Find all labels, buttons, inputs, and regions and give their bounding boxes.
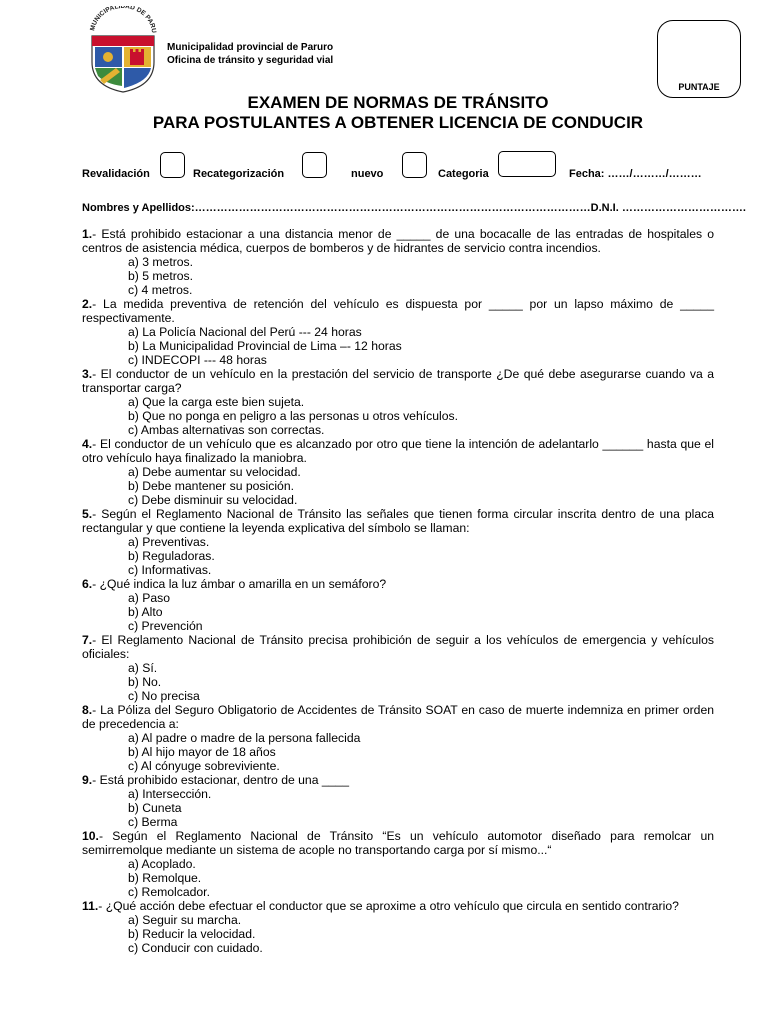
option-list [82, 913, 714, 955]
nuevo-label: nuevo [351, 168, 384, 180]
svg-text:MUNICIPALIDAD DE PARURO: MUNICIPALIDAD DE PARU [89, 6, 158, 34]
municipality-logo [86, 6, 160, 94]
answer-option[interactable]: b) Que no ponga en peligro a las personas u otros vehículos. [128, 409, 458, 423]
question-8 [82, 703, 714, 731]
question-3 [82, 367, 714, 395]
question-9 [82, 773, 714, 787]
recategorizacion-checkbox[interactable] [302, 152, 327, 178]
question-text: - El conductor de un vehículo en la prestación del servicio de transporte ¿De qué debe asegurarse cuando va a transportar carga? [82, 367, 714, 395]
question-text: - ¿Qué acción debe efectuar el conductor que se aproxime a otro vehículo que circula en sentido contrario? [98, 899, 679, 913]
answer-option[interactable]: a) Intersección. [128, 787, 212, 801]
option-list [82, 731, 714, 773]
categoria-field[interactable] [498, 151, 556, 177]
question-number: 6. [82, 577, 93, 591]
question-4 [82, 437, 714, 465]
revalidacion-checkbox[interactable] [160, 152, 185, 178]
institution-office: Oficina de tránsito y seguridad vial [167, 55, 334, 66]
question-number: 11. [82, 899, 99, 913]
answer-option[interactable]: c) INDECOPI --- 48 horas [128, 353, 267, 367]
answer-option[interactable]: b) Alto [128, 605, 163, 619]
option-list [82, 857, 714, 899]
question-text: - El Reglamento Nacional de Tránsito precisa prohibición de seguir a los vehículos de emergencia y vehículos oficiales: [82, 633, 714, 661]
question-text: - ¿Qué indica la luz ámbar o amarilla en un semáforo? [92, 577, 387, 591]
question-1 [82, 227, 714, 255]
revalidacion-label: Revalidación [82, 168, 150, 180]
question-7 [82, 633, 714, 661]
option-list [82, 465, 714, 507]
question-number: 9. [82, 773, 93, 787]
answer-option[interactable]: b) No. [128, 675, 162, 689]
answer-option[interactable]: b) 5 metros. [128, 269, 194, 283]
exam-subtitle: PARA POSTULANTES A OBTENER LICENCIA DE CONDUCIR [152, 113, 644, 132]
question-number: 5. [82, 507, 93, 521]
question-text: - El conductor de un vehículo que es alcanzado por otro que tiene la intención de adelantarlo ______ hasta que el otro vehículo haya finalizado la maniobra. [82, 437, 714, 465]
question-number: 7. [82, 633, 93, 647]
option-list [82, 535, 714, 577]
answer-option[interactable]: a) Debe aumentar su velocidad. [128, 465, 301, 479]
question-number: 10. [82, 829, 99, 843]
option-list [82, 325, 714, 367]
answer-option[interactable]: b) Debe mantener su posición. [128, 479, 294, 493]
answer-option[interactable]: a) Paso [128, 591, 171, 605]
score-label: PUNTAJE [678, 82, 720, 92]
question-text: - Está prohibido estacionar a una distancia menor de _____ de una bocacalle de las entradas de hospitales o centros de asistencia médica, cuerpos de bomberos y de hidrantes de servicio contra incendios. [82, 227, 714, 255]
recategorizacion-label: Recategorización [193, 168, 285, 180]
option-list [82, 787, 714, 829]
question-number: 8. [82, 703, 93, 717]
question-text: - Según el Reglamento Nacional de Tránsito “Es un vehículo automotor diseñado para remolcar un semirremolque mediante un sistema de acople no transportando carga por sí mismo...“ [82, 829, 714, 857]
answer-option[interactable]: a) Al padre o madre de la persona fallecida [128, 731, 361, 745]
answer-option[interactable]: b) Al hijo mayor de 18 años [128, 745, 276, 759]
question-number: 4. [82, 437, 93, 451]
answer-option[interactable]: a) Seguir su marcha. [128, 913, 242, 927]
answer-option[interactable]: c) Ambas alternativas son correctas. [128, 423, 325, 437]
answer-option[interactable]: b) La Municipalidad Provincial de Lima –- 12 horas [128, 339, 402, 353]
option-list [82, 591, 714, 633]
exam-title: EXAMEN DE NORMAS DE TRÁNSITO [247, 93, 549, 112]
question-text: - Según el Reglamento Nacional de Tránsito las señales que tienen forma circular inscrita dentro de una placa rectangular y que contiene la leyenda explicativa del símbolo se llaman: [82, 507, 714, 535]
institution-name: Municipalidad provincial de Paruro [167, 42, 334, 53]
answer-option[interactable]: c) Al cónyuge sobreviviente. [128, 759, 280, 773]
question-6 [82, 577, 714, 591]
answer-option[interactable]: b) Reducir la velocidad. [128, 927, 256, 941]
answer-option[interactable]: b) Remolque. [128, 871, 202, 885]
question-text: - Está prohibido estacionar, dentro de una ____ [92, 773, 349, 787]
answer-option[interactable]: a) Acoplado. [128, 857, 196, 871]
answer-option[interactable]: a) 3 metros. [128, 255, 194, 269]
option-list [82, 255, 714, 297]
question-number: 2. [82, 297, 93, 311]
nuevo-checkbox[interactable] [402, 152, 427, 178]
categoria-label: Categoria [438, 168, 489, 180]
answer-option[interactable]: c) Conducir con cuidado. [128, 941, 263, 955]
question-number: 3. [82, 367, 93, 381]
question-2 [82, 297, 714, 325]
name-dni-field[interactable]: Nombres y Apellidos:………………………………………………………………………………………………D.N.I. ……………………………. [82, 202, 746, 214]
answer-option[interactable]: c) 4 metros. [128, 283, 193, 297]
question-5 [82, 507, 714, 535]
answer-option[interactable]: a) Sí. [128, 661, 158, 675]
fecha-field[interactable]: Fecha: ……/………/……… [569, 168, 702, 180]
answer-option[interactable]: b) Reguladoras. [128, 549, 215, 563]
answer-option[interactable]: c) Berma [128, 815, 178, 829]
answer-option[interactable]: a) Que la carga este bien sujeta. [128, 395, 305, 409]
answer-option[interactable]: c) Prevención [128, 619, 203, 633]
answer-option[interactable]: c) Informativas. [128, 563, 212, 577]
option-list [82, 395, 714, 437]
question-number: 1. [82, 227, 93, 241]
answer-option[interactable]: c) No precisa [128, 689, 200, 703]
question-list [82, 227, 714, 955]
question-text: - La medida preventiva de retención del vehículo es dispuesta por _____ por un lapso máximo de _____ respectivamente. [82, 297, 714, 325]
answer-option[interactable]: a) Preventivas. [128, 535, 210, 549]
answer-option[interactable]: b) Cuneta [128, 801, 182, 815]
option-list [82, 661, 714, 703]
question-10 [82, 829, 714, 857]
answer-option[interactable]: c) Remolcador. [128, 885, 210, 899]
question-11 [82, 899, 714, 913]
answer-option[interactable]: a) La Policía Nacional del Perú --- 24 horas [128, 325, 362, 339]
question-text: - La Póliza del Seguro Obligatorio de Accidentes de Tránsito SOAT en caso de muerte indemniza en primer orden de precedencia a: [82, 703, 714, 731]
answer-option[interactable]: c) Debe disminuir su velocidad. [128, 493, 298, 507]
